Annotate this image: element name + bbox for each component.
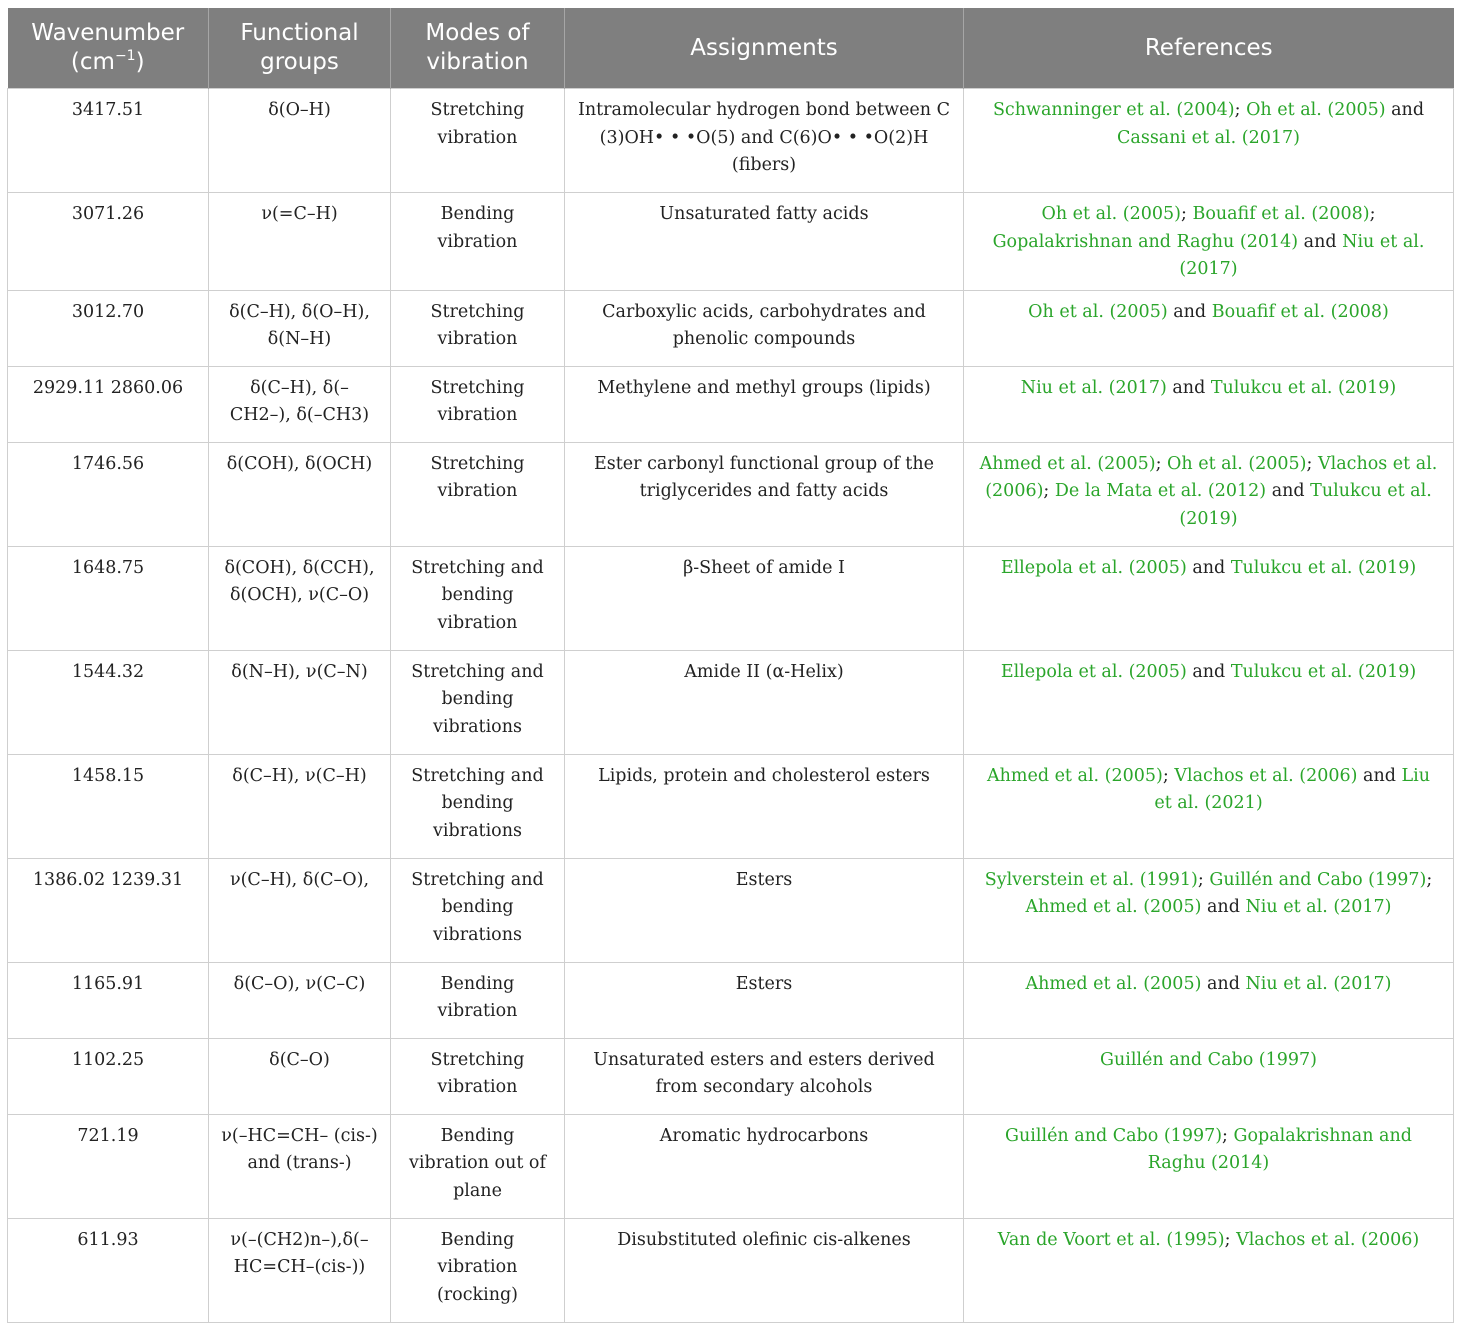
cell-mode: Stretching vibration bbox=[391, 1038, 565, 1114]
cell-mode: Bending vibration bbox=[391, 193, 565, 291]
reference-link[interactable]: Vlachos et al. (2006) bbox=[1236, 1229, 1420, 1250]
cell-assignment: Unsaturated fatty acids bbox=[565, 193, 964, 291]
cell-functional-group: δ(COH), δ(OCH) bbox=[209, 442, 391, 546]
reference-separator: and bbox=[1201, 897, 1246, 917]
table-row bbox=[8, 1114, 1454, 1218]
cell-assignment: Unsaturated esters and esters derived from secondary alcohols bbox=[565, 1038, 964, 1114]
reference-link[interactable]: Oh et al. (2005) bbox=[1246, 100, 1386, 120]
reference-separator: ; bbox=[1234, 100, 1247, 120]
cell-references bbox=[964, 546, 1454, 650]
cell-mode: Stretching vibration bbox=[391, 366, 565, 442]
header-wavenumber bbox=[8, 8, 209, 89]
cell-wavenumber: 1386.02 1239.31 bbox=[8, 858, 209, 962]
reference-link[interactable]: Gopalakrishnan and Raghu (2014) bbox=[992, 231, 1299, 252]
cell-assignment: β-Sheet of amide I bbox=[565, 546, 964, 650]
cell-references bbox=[964, 1218, 1454, 1322]
header-wavenumber-unit-post: ) bbox=[135, 49, 145, 75]
cell-references bbox=[964, 366, 1454, 442]
cell-mode: Stretching and bending vibrations bbox=[391, 858, 565, 962]
reference-link[interactable]: Cassani et al. (2017) bbox=[1117, 127, 1300, 148]
reference-separator: and bbox=[1201, 973, 1246, 994]
cell-mode: Stretching vibration bbox=[391, 89, 565, 193]
cell-wavenumber: 1544.32 bbox=[8, 650, 209, 754]
reference-link[interactable]: Niu et al. (2017) bbox=[1245, 973, 1392, 994]
cell-mode: Bending vibration bbox=[391, 962, 565, 1038]
reference-separator: ; bbox=[1043, 481, 1055, 501]
header-modes: Modes of vibration bbox=[391, 8, 565, 89]
table-container bbox=[7, 8, 1453, 1323]
reference-link[interactable]: Niu et al. (2017) bbox=[1020, 377, 1167, 398]
cell-mode: Stretching vibration bbox=[391, 442, 565, 546]
table-row bbox=[8, 193, 1454, 291]
cell-references bbox=[964, 290, 1454, 366]
table-row bbox=[8, 962, 1454, 1038]
cell-assignment: Ester carbonyl functional group of the triglycerides and fatty acids bbox=[565, 442, 964, 546]
table-row bbox=[8, 650, 1454, 754]
cell-references bbox=[964, 442, 1454, 546]
cell-functional-group: δ(C–O) bbox=[209, 1038, 391, 1114]
cell-functional-group: δ(C–H), δ(O–H), δ(N–H) bbox=[209, 290, 391, 366]
header-wavenumber-label: Wavenumber bbox=[31, 20, 185, 46]
reference-separator: ; bbox=[1369, 204, 1376, 224]
cell-wavenumber: 2929.11 2860.06 bbox=[8, 366, 209, 442]
reference-link[interactable]: Guillén and Cabo (1997) bbox=[1099, 1049, 1317, 1070]
cell-wavenumber: 1746.56 bbox=[8, 442, 209, 546]
header-functional-groups: Functional groups bbox=[209, 8, 391, 89]
cell-functional-group: δ(N–H), ν(C–N) bbox=[209, 650, 391, 754]
cell-mode: Bending vibration (rocking) bbox=[391, 1218, 565, 1322]
cell-functional-group: ν(–(CH2)n–),δ(–HC=CH–(cis-)) bbox=[209, 1218, 391, 1322]
reference-link[interactable]: Oh et al. (2005) bbox=[1167, 453, 1307, 474]
reference-separator: and bbox=[1385, 100, 1425, 120]
cell-assignment: Aromatic hydrocarbons bbox=[565, 1114, 964, 1218]
cell-mode: Stretching vibration bbox=[391, 290, 565, 366]
cell-mode: Stretching and bending vibrations bbox=[391, 650, 565, 754]
cell-assignment: Methylene and methyl groups (lipids) bbox=[565, 366, 964, 442]
table-row bbox=[8, 366, 1454, 442]
table-row bbox=[8, 546, 1454, 650]
reference-link[interactable]: Van de Voort et al. (1995) bbox=[997, 1229, 1225, 1250]
cell-references bbox=[964, 193, 1454, 291]
cell-functional-group: δ(O–H) bbox=[209, 89, 391, 193]
reference-link[interactable]: Niu et al. (2017) bbox=[1179, 231, 1425, 279]
cell-mode: Stretching and bending vibrations bbox=[391, 754, 565, 858]
reference-separator: and bbox=[1167, 301, 1212, 322]
cell-assignment: Carboxylic acids, carbohydrates and phenolic compounds bbox=[565, 290, 964, 366]
reference-link[interactable]: Schwanninger et al. (2004) bbox=[992, 100, 1235, 120]
reference-link[interactable]: Oh et al. (2005) bbox=[1028, 301, 1168, 322]
reference-link[interactable]: Ahmed et al. (2005) bbox=[979, 453, 1156, 474]
reference-link[interactable]: Tulukcu et al. (2019) bbox=[1179, 481, 1432, 529]
reference-link[interactable]: Vlachos et al. (2006) bbox=[985, 453, 1438, 501]
cell-references bbox=[964, 1038, 1454, 1114]
cell-wavenumber: 3071.26 bbox=[8, 193, 209, 291]
cell-wavenumber: 3012.70 bbox=[8, 290, 209, 366]
reference-separator: ; bbox=[1222, 1125, 1234, 1146]
header-wavenumber-unit-sup: −1 bbox=[114, 48, 136, 64]
cell-references bbox=[964, 650, 1454, 754]
reference-separator: ; bbox=[1155, 453, 1168, 474]
table-row bbox=[8, 1038, 1454, 1114]
reference-separator: and bbox=[1186, 661, 1231, 682]
header-references: References bbox=[964, 8, 1454, 89]
reference-separator: ; bbox=[1224, 1229, 1237, 1250]
cell-references bbox=[964, 89, 1454, 193]
cell-wavenumber: 1102.25 bbox=[8, 1038, 209, 1114]
reference-link[interactable]: Niu et al. (2017) bbox=[1245, 897, 1392, 917]
table-row bbox=[8, 754, 1454, 858]
cell-references bbox=[964, 754, 1454, 858]
cell-functional-group: δ(COH), δ(CCH), δ(OCH), ν(C–O) bbox=[209, 546, 391, 650]
table-body bbox=[8, 89, 1454, 1323]
cell-assignment: Esters bbox=[565, 962, 964, 1038]
cell-references bbox=[964, 962, 1454, 1038]
reference-link[interactable]: Oh et al. (2005) bbox=[1041, 204, 1181, 224]
reference-separator: and bbox=[1166, 377, 1211, 398]
ftir-assignments-table bbox=[7, 8, 1454, 1323]
reference-link[interactable]: Bouafif et al. (2008) bbox=[1192, 204, 1370, 224]
reference-link[interactable]: Tulukcu et al. (2019) bbox=[1230, 557, 1417, 578]
reference-separator: ; bbox=[1180, 204, 1193, 224]
cell-mode: Stretching and bending vibration bbox=[391, 546, 565, 650]
reference-link[interactable]: Ahmed et al. (2005) bbox=[1025, 897, 1202, 917]
reference-link[interactable]: Ahmed et al. (2005) bbox=[986, 765, 1163, 786]
reference-separator: and bbox=[1266, 481, 1311, 501]
cell-wavenumber: 611.93 bbox=[8, 1218, 209, 1322]
reference-separator: ; bbox=[1162, 765, 1175, 786]
reference-link[interactable]: Ellepola et al. (2005) bbox=[1000, 557, 1187, 578]
cell-references bbox=[964, 1114, 1454, 1218]
reference-link[interactable]: Vlachos et al. (2006) bbox=[1174, 765, 1358, 786]
reference-link[interactable]: Tulukcu et al. (2019) bbox=[1210, 377, 1397, 398]
reference-separator: and bbox=[1186, 557, 1231, 578]
reference-link[interactable]: Bouafif et al. (2008) bbox=[1211, 301, 1389, 322]
table-row bbox=[8, 1218, 1454, 1322]
header-assignments: Assignments bbox=[565, 8, 964, 89]
cell-assignment: Intramolecular hydrogen bond between C (3)OH• • •O(5) and C(6)O• • •O(2)H (fibers) bbox=[565, 89, 964, 193]
cell-references bbox=[964, 858, 1454, 962]
table-row bbox=[8, 858, 1454, 962]
reference-link[interactable]: Ahmed et al. (2005) bbox=[1025, 973, 1202, 994]
table-row bbox=[8, 89, 1454, 193]
cell-wavenumber: 1458.15 bbox=[8, 754, 209, 858]
reference-link[interactable]: Tulukcu et al. (2019) bbox=[1230, 661, 1417, 682]
reference-separator: and bbox=[1357, 765, 1402, 786]
cell-assignment: Disubstituted olefinic cis-alkenes bbox=[565, 1218, 964, 1322]
cell-wavenumber: 1165.91 bbox=[8, 962, 209, 1038]
cell-assignment: Lipids, protein and cholesterol esters bbox=[565, 754, 964, 858]
reference-separator: ; bbox=[1426, 869, 1433, 890]
header-row bbox=[8, 8, 1454, 89]
cell-functional-group: ν(C–H), δ(C–O), bbox=[209, 858, 391, 962]
cell-wavenumber: 3417.51 bbox=[8, 89, 209, 193]
header-wavenumber-unit-pre: (cm bbox=[70, 49, 115, 75]
table-row bbox=[8, 290, 1454, 366]
reference-link[interactable]: Guillén and Cabo (1997) bbox=[1209, 869, 1427, 890]
reference-separator: ; bbox=[1197, 869, 1210, 890]
cell-mode: Bending vibration out of plane bbox=[391, 1114, 565, 1218]
reference-link[interactable]: Gopalakrishnan and Raghu (2014) bbox=[1147, 1125, 1412, 1173]
cell-functional-group: δ(C–H), ν(C–H) bbox=[209, 754, 391, 858]
cell-functional-group: ν(–HC=CH– (cis-) and (trans-) bbox=[209, 1114, 391, 1218]
reference-separator: ; bbox=[1306, 453, 1318, 474]
cell-wavenumber: 1648.75 bbox=[8, 546, 209, 650]
cell-wavenumber: 721.19 bbox=[8, 1114, 209, 1218]
cell-assignment: Esters bbox=[565, 858, 964, 962]
cell-functional-group: δ(C–O), ν(C–C) bbox=[209, 962, 391, 1038]
cell-assignment: Amide II (α-Helix) bbox=[565, 650, 964, 754]
reference-separator: and bbox=[1298, 231, 1343, 252]
reference-link[interactable]: Ellepola et al. (2005) bbox=[1000, 661, 1187, 682]
reference-link[interactable]: De la Mata et al. (2012) bbox=[1054, 481, 1267, 501]
cell-functional-group: δ(C–H), δ(–CH2–), δ(–CH3) bbox=[209, 366, 391, 442]
reference-link[interactable]: Guillén and Cabo (1997) bbox=[1005, 1125, 1223, 1146]
table-row bbox=[8, 442, 1454, 546]
reference-link[interactable]: Sylverstein et al. (1991) bbox=[984, 869, 1198, 890]
reference-link[interactable]: Liu et al. (2021) bbox=[1154, 765, 1431, 813]
cell-functional-group: ν(=C–H) bbox=[209, 193, 391, 291]
